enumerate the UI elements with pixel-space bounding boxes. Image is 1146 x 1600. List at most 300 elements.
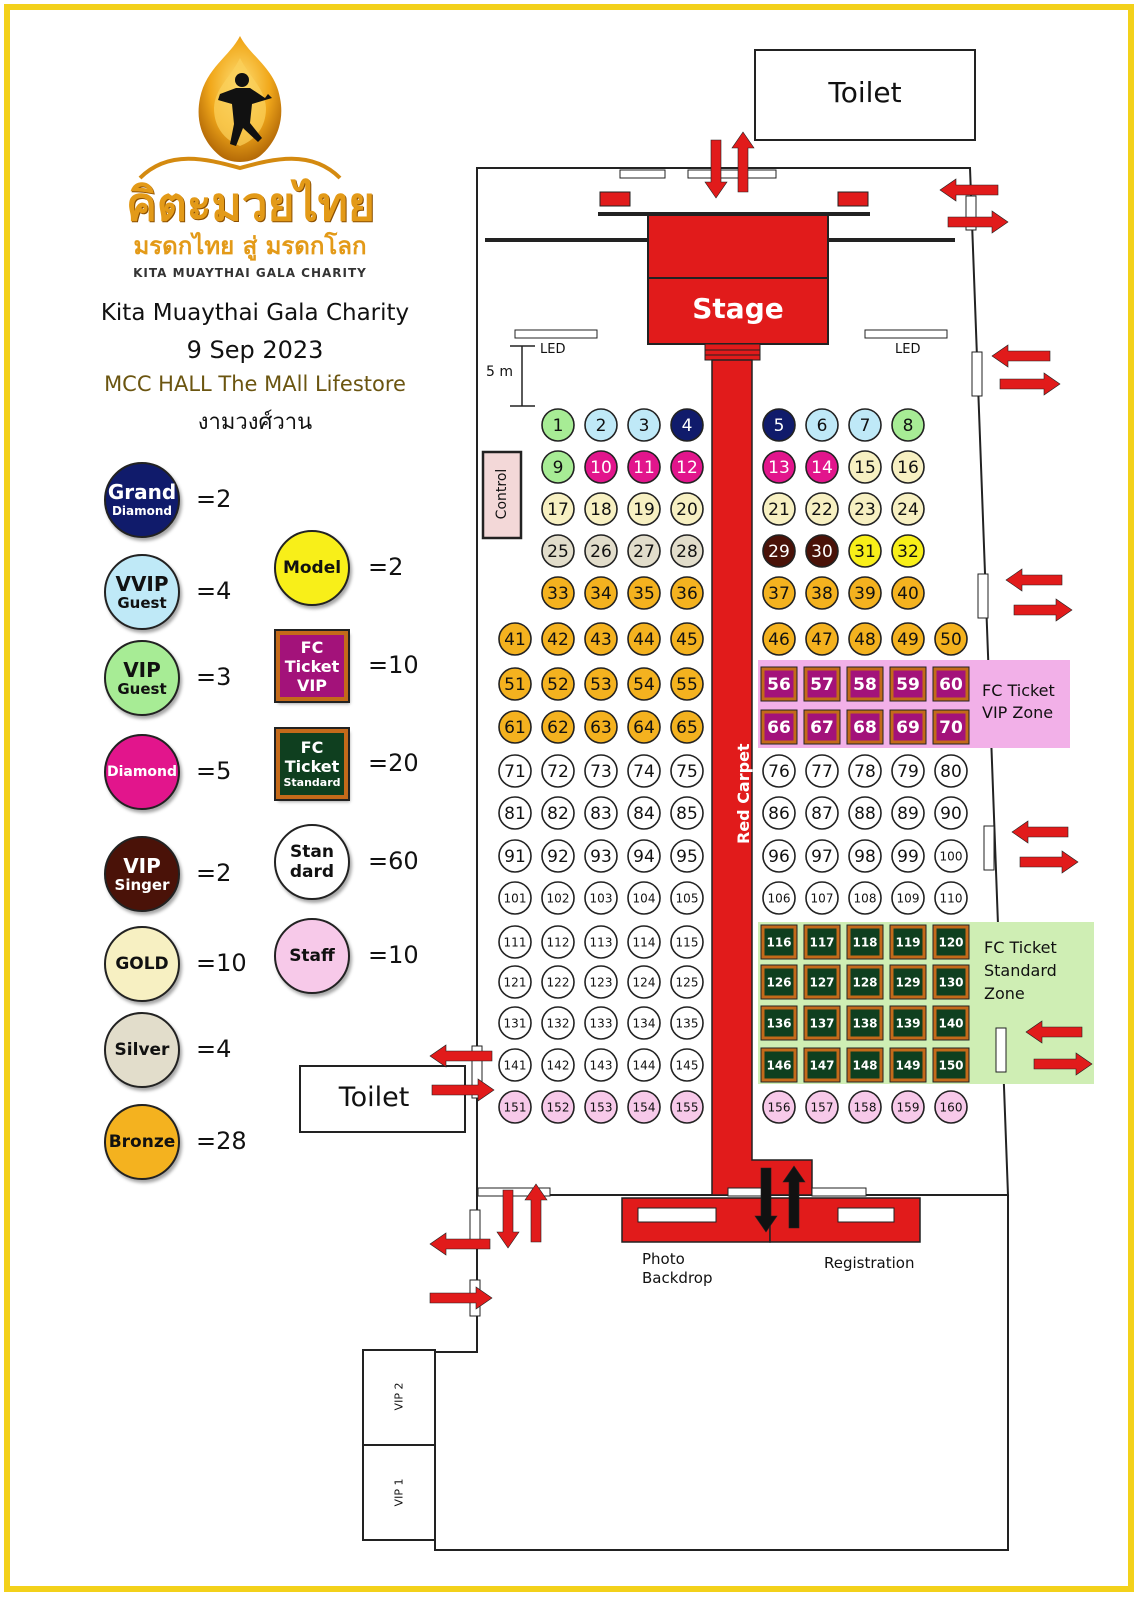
svg-text:30: 30 bbox=[811, 542, 833, 562]
svg-text:29: 29 bbox=[768, 542, 790, 562]
svg-text:80: 80 bbox=[940, 762, 962, 782]
svg-text:105: 105 bbox=[675, 891, 699, 906]
seat-76[interactable] bbox=[763, 755, 795, 787]
seat-125[interactable] bbox=[671, 966, 703, 998]
led-panel-right bbox=[865, 330, 947, 338]
seat-42[interactable] bbox=[542, 623, 574, 655]
svg-text:19: 19 bbox=[633, 500, 655, 520]
seat-152[interactable] bbox=[542, 1091, 574, 1123]
red-arrow-icon bbox=[1012, 821, 1068, 843]
svg-text:5: 5 bbox=[773, 416, 785, 436]
svg-text:157: 157 bbox=[810, 1100, 834, 1115]
seat-131[interactable] bbox=[499, 1007, 531, 1039]
seat-23[interactable] bbox=[849, 493, 881, 525]
seat-96[interactable] bbox=[763, 840, 795, 872]
svg-text:69: 69 bbox=[896, 718, 920, 738]
seat-77[interactable] bbox=[806, 755, 838, 787]
seat-35[interactable] bbox=[628, 577, 660, 609]
seat-58[interactable] bbox=[847, 667, 883, 701]
seat-73[interactable] bbox=[585, 755, 617, 787]
svg-text:95: 95 bbox=[676, 847, 698, 867]
svg-text:158: 158 bbox=[853, 1100, 877, 1115]
seat-127[interactable] bbox=[804, 965, 840, 999]
control-label: Control bbox=[494, 468, 510, 520]
seat-21[interactable] bbox=[763, 493, 795, 525]
seat-143[interactable] bbox=[585, 1049, 617, 1081]
svg-text:71: 71 bbox=[504, 762, 526, 782]
seat-128[interactable] bbox=[847, 965, 883, 999]
seat-36[interactable] bbox=[671, 577, 703, 609]
seat-71[interactable] bbox=[499, 755, 531, 787]
svg-text:70: 70 bbox=[939, 718, 963, 738]
seat-129[interactable] bbox=[890, 965, 926, 999]
seat-107[interactable] bbox=[806, 882, 838, 914]
seat-146[interactable] bbox=[761, 1048, 797, 1082]
seat-135[interactable] bbox=[671, 1007, 703, 1039]
svg-text:138: 138 bbox=[852, 1016, 878, 1031]
svg-text:64: 64 bbox=[633, 718, 655, 738]
svg-text:88: 88 bbox=[854, 804, 876, 824]
svg-text:41: 41 bbox=[504, 630, 526, 650]
svg-text:61: 61 bbox=[504, 718, 526, 738]
seat-150[interactable] bbox=[933, 1048, 969, 1082]
seat-85[interactable] bbox=[671, 797, 703, 829]
seat-22[interactable] bbox=[806, 493, 838, 525]
seat-92[interactable] bbox=[542, 840, 574, 872]
legend-count: =2 bbox=[196, 859, 232, 887]
svg-text:57: 57 bbox=[810, 675, 834, 695]
seat-98[interactable] bbox=[849, 840, 881, 872]
seat-104[interactable] bbox=[628, 882, 660, 914]
svg-text:100: 100 bbox=[939, 849, 963, 864]
legend-label: Ticket bbox=[284, 757, 340, 776]
svg-text:63: 63 bbox=[590, 718, 612, 738]
svg-text:98: 98 bbox=[854, 847, 876, 867]
legend-label: VIP bbox=[123, 658, 161, 682]
seat-40[interactable] bbox=[892, 577, 924, 609]
svg-text:81: 81 bbox=[504, 804, 526, 824]
svg-text:14: 14 bbox=[811, 458, 833, 478]
legend-label: Ticket bbox=[284, 656, 340, 676]
svg-text:53: 53 bbox=[590, 675, 612, 695]
seat-90[interactable] bbox=[935, 797, 967, 829]
seat-12[interactable] bbox=[671, 451, 703, 483]
svg-text:68: 68 bbox=[853, 718, 877, 738]
seat-55[interactable] bbox=[671, 668, 703, 700]
seat-11[interactable] bbox=[628, 451, 660, 483]
svg-text:146: 146 bbox=[766, 1058, 792, 1073]
seat-49[interactable] bbox=[892, 623, 924, 655]
seat-101[interactable] bbox=[499, 882, 531, 914]
svg-text:52: 52 bbox=[547, 675, 569, 695]
svg-text:73: 73 bbox=[590, 762, 612, 782]
seat-94[interactable] bbox=[628, 840, 660, 872]
seat-116[interactable] bbox=[761, 925, 797, 959]
seat-157[interactable] bbox=[806, 1091, 838, 1123]
seat-160[interactable] bbox=[935, 1091, 967, 1123]
seat-109[interactable] bbox=[892, 882, 924, 914]
seat-66[interactable] bbox=[761, 710, 797, 744]
svg-text:11: 11 bbox=[633, 458, 655, 478]
seat-136[interactable] bbox=[761, 1006, 797, 1040]
seat-29[interactable] bbox=[763, 535, 795, 567]
seat-106[interactable] bbox=[763, 882, 795, 914]
svg-text:60: 60 bbox=[939, 675, 963, 695]
svg-text:99: 99 bbox=[897, 847, 919, 867]
seat-61[interactable] bbox=[499, 711, 531, 743]
seat-108[interactable] bbox=[849, 882, 881, 914]
svg-text:150: 150 bbox=[938, 1058, 964, 1073]
svg-text:112: 112 bbox=[546, 935, 570, 950]
seat-82[interactable] bbox=[542, 797, 574, 829]
seat-133[interactable] bbox=[585, 1007, 617, 1039]
svg-text:35: 35 bbox=[633, 584, 655, 604]
fc-vip-zone-line1: FC Ticket bbox=[982, 681, 1055, 700]
svg-text:54: 54 bbox=[633, 675, 655, 695]
seat-32[interactable] bbox=[892, 535, 924, 567]
svg-text:127: 127 bbox=[809, 975, 835, 990]
seat-48[interactable] bbox=[849, 623, 881, 655]
seat-112[interactable] bbox=[542, 926, 574, 958]
seat-91[interactable] bbox=[499, 840, 531, 872]
seat-57[interactable] bbox=[804, 667, 840, 701]
seat-144[interactable] bbox=[628, 1049, 660, 1081]
event-venue-thai: งามวงศ์วาน bbox=[197, 410, 313, 435]
svg-text:122: 122 bbox=[546, 975, 570, 990]
seat-16[interactable] bbox=[892, 451, 924, 483]
seat-156[interactable] bbox=[763, 1091, 795, 1123]
seat-50[interactable] bbox=[935, 623, 967, 655]
seat-83[interactable] bbox=[585, 797, 617, 829]
seat-67[interactable] bbox=[804, 710, 840, 744]
seat-103[interactable] bbox=[585, 882, 617, 914]
legend-count: =28 bbox=[196, 1127, 247, 1155]
red-arrow-icon bbox=[430, 1287, 492, 1309]
seat-63[interactable] bbox=[585, 711, 617, 743]
svg-text:24: 24 bbox=[897, 500, 919, 520]
legend-sublabel: Guest bbox=[117, 594, 167, 612]
svg-text:78: 78 bbox=[854, 762, 876, 782]
svg-text:109: 109 bbox=[896, 891, 920, 906]
svg-text:92: 92 bbox=[547, 847, 569, 867]
svg-text:147: 147 bbox=[809, 1058, 835, 1073]
seat-26[interactable] bbox=[585, 535, 617, 567]
seat-38[interactable] bbox=[806, 577, 838, 609]
red-arrow-icon bbox=[732, 132, 754, 192]
seat-122[interactable] bbox=[542, 966, 574, 998]
seat-113[interactable] bbox=[585, 926, 617, 958]
svg-text:101: 101 bbox=[503, 891, 527, 906]
seat-86[interactable] bbox=[763, 797, 795, 829]
svg-text:118: 118 bbox=[852, 935, 878, 950]
seat-118[interactable] bbox=[847, 925, 883, 959]
seat-20[interactable] bbox=[671, 493, 703, 525]
fc-standard-zone-line3: Zone bbox=[984, 984, 1025, 1003]
seat-137[interactable] bbox=[804, 1006, 840, 1040]
svg-text:37: 37 bbox=[768, 584, 790, 604]
svg-text:25: 25 bbox=[547, 542, 569, 562]
seat-13[interactable] bbox=[763, 451, 795, 483]
svg-text:86: 86 bbox=[768, 804, 790, 824]
legend-count: =2 bbox=[368, 553, 404, 581]
seat-126[interactable] bbox=[761, 965, 797, 999]
seat-56[interactable] bbox=[761, 667, 797, 701]
seat-121[interactable] bbox=[499, 966, 531, 998]
led-left-label: LED bbox=[540, 342, 566, 357]
led-panel-left bbox=[515, 330, 597, 338]
svg-text:18: 18 bbox=[590, 500, 612, 520]
seat-4[interactable] bbox=[671, 409, 703, 441]
svg-text:42: 42 bbox=[547, 630, 569, 650]
svg-text:136: 136 bbox=[766, 1016, 792, 1031]
svg-text:119: 119 bbox=[895, 935, 921, 950]
seat-9[interactable] bbox=[542, 451, 574, 483]
svg-text:159: 159 bbox=[896, 1100, 920, 1115]
seat-39[interactable] bbox=[849, 577, 881, 609]
registration-label: Registration bbox=[824, 1254, 915, 1272]
seat-120[interactable] bbox=[933, 925, 969, 959]
legend-label: Bronze bbox=[108, 1131, 176, 1152]
seat-5[interactable] bbox=[763, 409, 795, 441]
seat-159[interactable] bbox=[892, 1091, 924, 1123]
seat-30[interactable] bbox=[806, 535, 838, 567]
svg-text:82: 82 bbox=[547, 804, 569, 824]
svg-text:36: 36 bbox=[676, 584, 698, 604]
seat-44[interactable] bbox=[628, 623, 660, 655]
seat-6[interactable] bbox=[806, 409, 838, 441]
legend-sublabel: Diamond bbox=[111, 504, 173, 518]
fc-standard-zone-label bbox=[984, 936, 1057, 1005]
seat-84[interactable] bbox=[628, 797, 660, 829]
seat-15[interactable] bbox=[849, 451, 881, 483]
seat-148[interactable] bbox=[847, 1048, 883, 1082]
stage-back bbox=[648, 215, 828, 278]
seat-31[interactable] bbox=[849, 535, 881, 567]
svg-text:22: 22 bbox=[811, 500, 833, 520]
seat-154[interactable] bbox=[628, 1091, 660, 1123]
seat-37[interactable] bbox=[763, 577, 795, 609]
seat-54[interactable] bbox=[628, 668, 660, 700]
seat-81[interactable] bbox=[499, 797, 531, 829]
legend-label: Standard bbox=[283, 776, 341, 789]
svg-text:40: 40 bbox=[897, 584, 919, 604]
svg-text:12: 12 bbox=[676, 458, 698, 478]
seat-117[interactable] bbox=[804, 925, 840, 959]
svg-text:87: 87 bbox=[811, 804, 833, 824]
seat-141[interactable] bbox=[499, 1049, 531, 1081]
svg-text:137: 137 bbox=[809, 1016, 835, 1031]
svg-text:93: 93 bbox=[590, 847, 612, 867]
seat-75[interactable] bbox=[671, 755, 703, 787]
seat-1[interactable] bbox=[542, 409, 574, 441]
red-arrow-icon bbox=[430, 1233, 490, 1255]
legend-label: Stan bbox=[290, 842, 334, 862]
svg-text:113: 113 bbox=[589, 935, 613, 950]
legend-count: =5 bbox=[196, 757, 232, 785]
svg-text:96: 96 bbox=[768, 847, 790, 867]
seat-151[interactable] bbox=[499, 1091, 531, 1123]
seat-123[interactable] bbox=[585, 966, 617, 998]
seat-145[interactable] bbox=[671, 1049, 703, 1081]
seat-72[interactable] bbox=[542, 755, 574, 787]
seat-41[interactable] bbox=[499, 623, 531, 655]
svg-text:75: 75 bbox=[676, 762, 698, 782]
svg-text:103: 103 bbox=[589, 891, 613, 906]
svg-text:131: 131 bbox=[503, 1016, 527, 1031]
seat-52[interactable] bbox=[542, 668, 574, 700]
seat-34[interactable] bbox=[585, 577, 617, 609]
svg-text:59: 59 bbox=[896, 675, 920, 695]
svg-text:32: 32 bbox=[897, 542, 919, 562]
svg-text:9: 9 bbox=[552, 458, 564, 478]
seat-102[interactable] bbox=[542, 882, 574, 914]
seat-74[interactable] bbox=[628, 755, 660, 787]
seat-119[interactable] bbox=[890, 925, 926, 959]
seat-51[interactable] bbox=[499, 668, 531, 700]
vip2-label: VIP 2 bbox=[392, 1382, 406, 1411]
seat-132[interactable] bbox=[542, 1007, 574, 1039]
seat-43[interactable] bbox=[585, 623, 617, 655]
seat-68[interactable] bbox=[847, 710, 883, 744]
seat-111[interactable] bbox=[499, 926, 531, 958]
svg-text:153: 153 bbox=[589, 1100, 613, 1115]
seat-25[interactable] bbox=[542, 535, 574, 567]
seat-17[interactable] bbox=[542, 493, 574, 525]
seat-69[interactable] bbox=[890, 710, 926, 744]
svg-text:27: 27 bbox=[633, 542, 655, 562]
seat-19[interactable] bbox=[628, 493, 660, 525]
seat-114[interactable] bbox=[628, 926, 660, 958]
seat-93[interactable] bbox=[585, 840, 617, 872]
seat-147[interactable] bbox=[804, 1048, 840, 1082]
svg-text:74: 74 bbox=[633, 762, 655, 782]
svg-text:62: 62 bbox=[547, 718, 569, 738]
photo-backdrop-line2: Backdrop bbox=[642, 1269, 713, 1287]
seat-110[interactable] bbox=[935, 882, 967, 914]
seat-8[interactable] bbox=[892, 409, 924, 441]
svg-text:155: 155 bbox=[675, 1100, 699, 1115]
svg-text:46: 46 bbox=[768, 630, 790, 650]
svg-text:108: 108 bbox=[853, 891, 877, 906]
seat-28[interactable] bbox=[671, 535, 703, 567]
seat-46[interactable] bbox=[763, 623, 795, 655]
seat-45[interactable] bbox=[671, 623, 703, 655]
seat-100[interactable] bbox=[935, 840, 967, 872]
red-arrow-icon bbox=[1020, 851, 1078, 873]
seat-130[interactable] bbox=[933, 965, 969, 999]
seat-18[interactable] bbox=[585, 493, 617, 525]
photo-backdrop-label bbox=[642, 1250, 712, 1288]
seat-158[interactable] bbox=[849, 1091, 881, 1123]
svg-text:50: 50 bbox=[940, 630, 962, 650]
seat-149[interactable] bbox=[890, 1048, 926, 1082]
red-arrow-icon bbox=[497, 1190, 519, 1248]
svg-text:10: 10 bbox=[590, 458, 612, 478]
seat-10[interactable] bbox=[585, 451, 617, 483]
svg-text:154: 154 bbox=[632, 1100, 656, 1115]
svg-text:126: 126 bbox=[766, 975, 792, 990]
seat-70[interactable] bbox=[933, 710, 969, 744]
seat-142[interactable] bbox=[542, 1049, 574, 1081]
svg-text:121: 121 bbox=[503, 975, 527, 990]
seat-47[interactable] bbox=[806, 623, 838, 655]
red-arrow-icon bbox=[1014, 599, 1072, 621]
svg-text:152: 152 bbox=[546, 1100, 570, 1115]
seat-155[interactable] bbox=[671, 1091, 703, 1123]
seat-105[interactable] bbox=[671, 882, 703, 914]
legend-label: Model bbox=[282, 558, 342, 578]
svg-text:97: 97 bbox=[811, 847, 833, 867]
seat-115[interactable] bbox=[671, 926, 703, 958]
svg-text:130: 130 bbox=[938, 975, 964, 990]
seat-78[interactable] bbox=[849, 755, 881, 787]
seat-140[interactable] bbox=[933, 1006, 969, 1040]
svg-text:31: 31 bbox=[854, 542, 876, 562]
legend-count: =10 bbox=[368, 941, 419, 969]
svg-text:114: 114 bbox=[632, 935, 656, 950]
seat-88[interactable] bbox=[849, 797, 881, 829]
seat-53[interactable] bbox=[585, 668, 617, 700]
seat-24[interactable] bbox=[892, 493, 924, 525]
legend-sublabel: Singer bbox=[114, 876, 170, 894]
svg-text:51: 51 bbox=[504, 675, 526, 695]
seat-62[interactable] bbox=[542, 711, 574, 743]
svg-text:145: 145 bbox=[675, 1058, 699, 1073]
legend-label: VVIP bbox=[115, 572, 169, 596]
red-arrow-icon bbox=[1006, 569, 1062, 591]
seat-27[interactable] bbox=[628, 535, 660, 567]
seat-2[interactable] bbox=[585, 409, 617, 441]
fc-standard-zone-line1: FC Ticket bbox=[984, 938, 1057, 957]
svg-text:65: 65 bbox=[676, 718, 698, 738]
svg-text:33: 33 bbox=[547, 584, 569, 604]
seat-60[interactable] bbox=[933, 667, 969, 701]
svg-text:77: 77 bbox=[811, 762, 833, 782]
seat-7[interactable] bbox=[849, 409, 881, 441]
seat-59[interactable] bbox=[890, 667, 926, 701]
seat-89[interactable] bbox=[892, 797, 924, 829]
svg-text:6: 6 bbox=[816, 416, 828, 436]
seat-79[interactable] bbox=[892, 755, 924, 787]
seat-80[interactable] bbox=[935, 755, 967, 787]
seat-87[interactable] bbox=[806, 797, 838, 829]
red-arrow-icon bbox=[1000, 373, 1060, 395]
seat-99[interactable] bbox=[892, 840, 924, 872]
svg-text:23: 23 bbox=[854, 500, 876, 520]
seat-139[interactable] bbox=[890, 1006, 926, 1040]
seat-97[interactable] bbox=[806, 840, 838, 872]
seat-138[interactable] bbox=[847, 1006, 883, 1040]
svg-text:28: 28 bbox=[676, 542, 698, 562]
svg-text:38: 38 bbox=[811, 584, 833, 604]
legend-count: =4 bbox=[196, 1035, 232, 1063]
seat-95[interactable] bbox=[671, 840, 703, 872]
seat-3[interactable] bbox=[628, 409, 660, 441]
svg-text:133: 133 bbox=[589, 1016, 613, 1031]
svg-text:106: 106 bbox=[767, 891, 791, 906]
fc-standard-zone-line2: Standard bbox=[984, 961, 1057, 980]
toilet-left-label: Toilet bbox=[338, 1082, 410, 1113]
seat-65[interactable] bbox=[671, 711, 703, 743]
seat-124[interactable] bbox=[628, 966, 660, 998]
seat-14[interactable] bbox=[806, 451, 838, 483]
seat-153[interactable] bbox=[585, 1091, 617, 1123]
vip1-label: VIP 1 bbox=[392, 1478, 406, 1507]
seat-64[interactable] bbox=[628, 711, 660, 743]
seat-134[interactable] bbox=[628, 1007, 660, 1039]
seat-33[interactable] bbox=[542, 577, 574, 609]
svg-text:8: 8 bbox=[902, 416, 914, 436]
